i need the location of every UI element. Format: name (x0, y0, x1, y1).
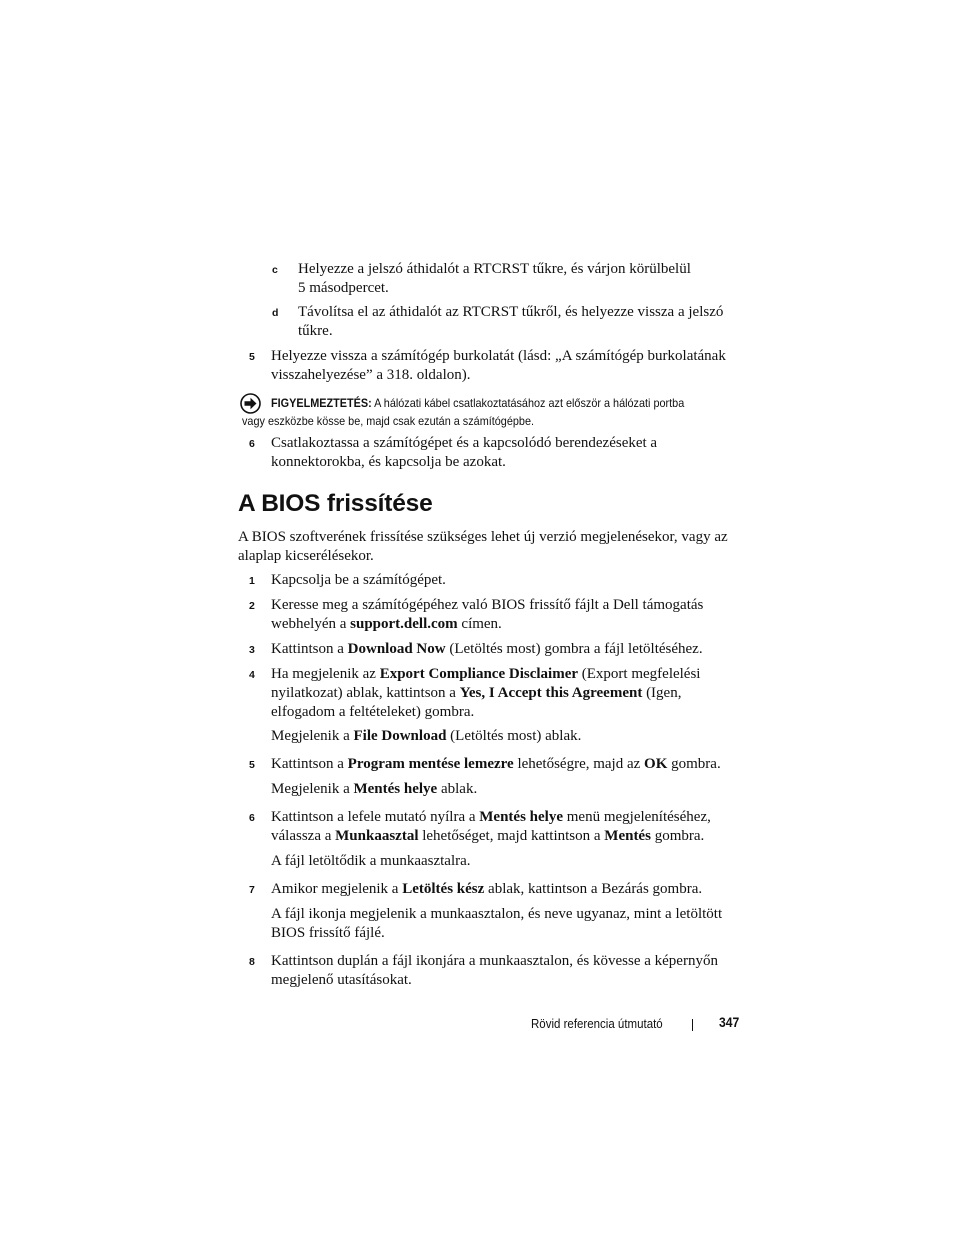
bios-step-2-line-2 (271, 615, 703, 634)
bios-step-4-line-2 (271, 684, 700, 703)
bios-step-8-line-2: megjelenő utasításokat. (271, 972, 412, 988)
text-span: lehetőséget, majd kattintson a (418, 828, 605, 844)
notice-line-2: vagy eszközbe kösse be, majd csak ezután a számítógépbe. (242, 414, 534, 428)
bios-step-5-text (271, 755, 721, 774)
step-6-line-1: Csatlakoztassa a számítógépet és a kapcsolódó berendezéseket a (271, 435, 658, 451)
ok-label: OK (644, 756, 668, 772)
text-span: menü megjelenítéséhez, (563, 809, 711, 825)
footer-title: Rövid referencia útmutató (531, 1017, 663, 1031)
save-location-label: Mentés helye (479, 809, 563, 825)
footer-separator (692, 1019, 693, 1031)
text-span: nyilatkozat) ablak, kattintson a (271, 685, 460, 701)
text-span: ablak. (437, 781, 478, 797)
save-label: Mentés (604, 828, 651, 844)
text-span: címen. (457, 616, 502, 632)
text-span: válassza a (271, 828, 336, 844)
step-6-text (271, 434, 657, 472)
bios-step-7-result-line-2: BIOS frissítő fájlé. (271, 925, 385, 941)
desktop-label: Munkaasztal (335, 828, 419, 844)
bios-step-5-result (271, 780, 477, 799)
notice-line-1 (271, 394, 703, 412)
step-5-number: 5 (249, 351, 255, 363)
text-span: Kattintson a lefele mutató nyílra a (271, 809, 480, 825)
intro-line-2: alaplap kicserélésekor. (238, 548, 374, 564)
bios-step-4-line-1 (271, 665, 700, 684)
save-to-disk-label: Program mentése lemezre (347, 756, 514, 772)
text-span: gombra. (650, 828, 705, 844)
bios-step-3-text (271, 640, 703, 659)
accept-agreement-label: Yes, I Accept this Agreement (459, 685, 643, 701)
download-now-label: Download Now (347, 641, 446, 657)
step-d-number: d (272, 307, 279, 319)
step-6-line-2: konnektorokba, és kapcsolja be azokat. (271, 454, 506, 470)
text-span: Kattintson a (271, 641, 348, 657)
bios-step-6-line-1 (271, 808, 711, 827)
step-d-text (298, 303, 723, 341)
bios-step-8-number: 8 (249, 956, 255, 968)
text-span: (Igen, (642, 685, 682, 701)
bios-step-4-result (271, 727, 581, 746)
bios-step-4-line-3: elfogadom a feltételeket) gombra. (271, 704, 475, 720)
bios-step-2-number: 2 (249, 600, 255, 612)
bios-step-2-line-1: Keresse meg a számítógépéhez való BIOS frissítő fájlt a Dell támogatás (271, 597, 704, 613)
text-span: Kattintson a (271, 756, 348, 772)
step-5-line-1: Helyezze vissza a számítógép burkolatát (lásd: „A számítógép burkolatának (271, 348, 726, 364)
bios-step-3-number: 3 (249, 644, 255, 656)
text-span: (Letöltés most) ablak. (446, 728, 582, 744)
step-c-text (298, 260, 691, 298)
step-d-line-1: Távolítsa el az áthidalót az RTCRST tűkről, és helyezze vissza a jelszó (298, 304, 724, 320)
text-span: webhelyén a (271, 616, 351, 632)
text-span: (Export megfelelési (578, 666, 701, 682)
text-span: Megjelenik a (271, 781, 354, 797)
notice-text-1: A hálózati kábel csatlakoztatásához azt először a hálózati portba (374, 396, 685, 410)
bios-step-8-text (271, 952, 718, 990)
bios-step-1-text: Kapcsolja be a számítógépet. (271, 572, 446, 588)
bios-step-7-number: 7 (249, 884, 255, 896)
section-intro (238, 528, 728, 566)
step-c-line-2: 5 másodpercet. (298, 280, 389, 296)
intro-line-1: A BIOS szoftverének frissítése szükséges lehet új verzió megjelenésekor, vagy az (238, 529, 728, 545)
text-span: Amikor megjelenik a (271, 881, 403, 897)
bios-step-7-result-line-1: A fájl ikonja megjelenik a munkaasztalon, és neve ugyanaz, mint a letöltött (271, 906, 723, 922)
step-c-line-1: Helyezze a jelszó áthidalót a RTCRST tűkre, és várjon körülbelül (298, 261, 691, 277)
export-disclaimer-label: Export Compliance Disclaimer (379, 666, 579, 682)
section-heading: A BIOS frissítése (238, 490, 433, 517)
text-span: lehetőségre, majd az (513, 756, 645, 772)
text-span: gombra. (667, 756, 721, 772)
download-complete-label: Letöltés kész (402, 881, 485, 897)
step-d-line-2: tűkre. (298, 323, 333, 339)
bios-step-6-line-2 (271, 827, 711, 846)
bios-step-6-text (271, 808, 711, 846)
text-span: Megjelenik a (271, 728, 354, 744)
bios-step-4-text (271, 665, 700, 722)
bios-step-1-number: 1 (249, 575, 255, 587)
bios-step-6-number: 6 (249, 812, 255, 824)
text-span: (Letöltés most) gombra a fájl letöltéséhez. (445, 641, 703, 657)
bios-step-5-number: 5 (249, 759, 255, 771)
bios-step-4-number: 4 (249, 669, 255, 681)
step-6-number: 6 (249, 438, 255, 450)
bios-step-2-text (271, 596, 703, 634)
bios-step-8-line-1: Kattintson duplán a fájl ikonjára a munkaasztalon, és kövesse a képernyőn (271, 953, 718, 969)
bios-step-7-result (271, 905, 722, 943)
page-number: 347 (719, 1015, 740, 1030)
bios-step-7-text (271, 880, 702, 899)
notice-label: FIGYELMEZTETÉS: (271, 396, 372, 410)
text-span: Ha megjelenik az (271, 666, 380, 682)
step-c-number: c (272, 264, 278, 276)
step-5-line-2: visszahelyezése” a 318. oldalon). (271, 367, 471, 383)
notice-arrow-icon (240, 393, 261, 414)
step-5-text (271, 347, 726, 385)
text-span: ablak, kattintson a Bezárás gombra. (484, 881, 703, 897)
file-download-label: File Download (353, 728, 447, 744)
save-location-label: Mentés helye (353, 781, 438, 797)
support-url: support.dell.com (350, 616, 458, 632)
bios-step-6-result: A fájl letöltődik a munkaasztalra. (271, 853, 471, 869)
